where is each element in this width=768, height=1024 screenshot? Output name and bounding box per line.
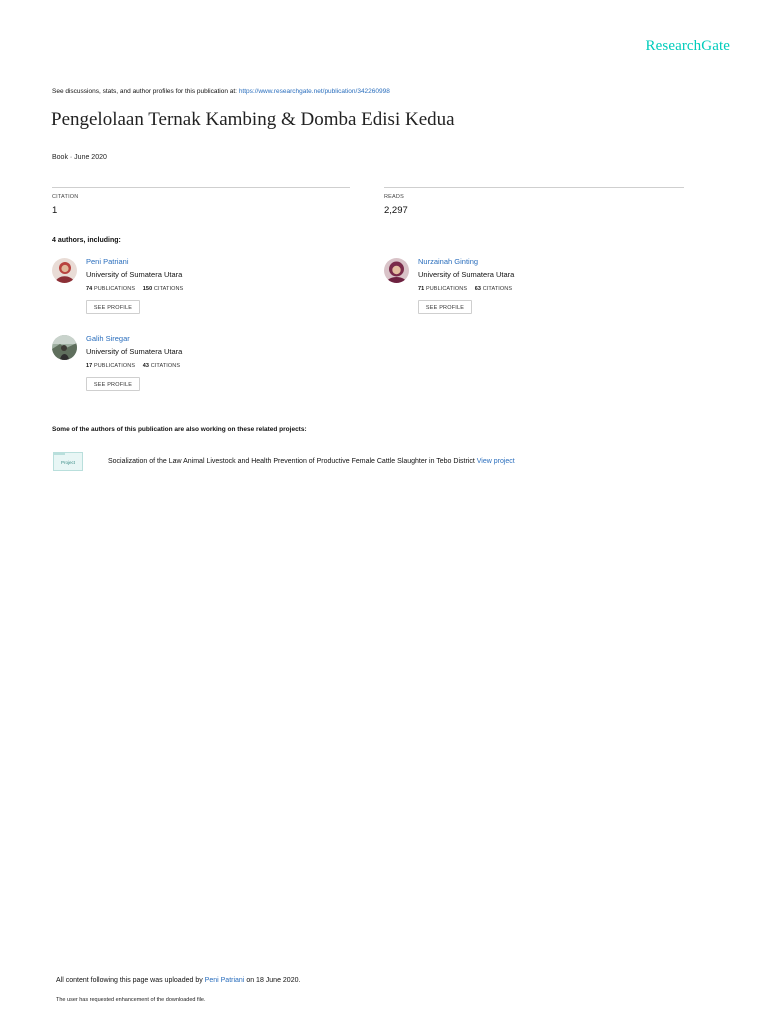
citation-value: 1 — [52, 205, 58, 216]
citations-count: 43 — [142, 363, 150, 369]
uploader-link[interactable]: Peni Patriani — [204, 977, 245, 984]
view-project-link[interactable]: View project — [476, 458, 515, 465]
citations-count: 150 — [142, 286, 153, 292]
enhancement-note: The user has requested enhancement of the downloaded file. — [56, 997, 206, 1003]
project-badge-label: Project — [60, 460, 75, 465]
citations-label: CITATIONS — [150, 363, 181, 369]
publications-label: PUBLICATIONS — [93, 286, 136, 292]
author-card — [384, 258, 684, 328]
upload-notice — [56, 977, 300, 984]
see-profile-button[interactable]: SEE PROFILE — [86, 377, 140, 391]
publications-count: 17 — [86, 363, 93, 369]
publication-link[interactable]: https://www.researchgate.net/publication/342260998 — [238, 88, 390, 95]
discussion-line — [52, 88, 390, 95]
publication-title: Pengelolaan Ternak Kambing & Domba Edisi Kedua — [51, 109, 455, 130]
publication-type-date: Book · June 2020 — [52, 154, 107, 161]
project-item — [108, 458, 515, 465]
author-name[interactable]: Galih Siregar — [86, 334, 130, 343]
citations-label: CITATIONS — [482, 286, 513, 292]
upload-suffix: on 18 June 2020. — [246, 977, 301, 984]
author-stats — [418, 286, 512, 292]
authors-section-label: 4 authors, including: — [52, 237, 121, 244]
citations-label: CITATIONS — [153, 286, 184, 292]
publications-label: PUBLICATIONS — [93, 363, 136, 369]
citation-label: CITATION — [52, 194, 79, 200]
author-name[interactable]: Peni Patriani — [86, 257, 129, 266]
author-institution: University of Sumatera Utara — [86, 270, 183, 279]
reads-value: 2,297 — [384, 205, 408, 216]
publications-label: PUBLICATIONS — [425, 286, 468, 292]
author-card — [52, 335, 352, 405]
discussion-text: See discussions, stats, and author profiles for this publication at: — [52, 88, 237, 95]
projects-section-label: Some of the authors of this publication are also working on these related projects: — [52, 426, 307, 433]
researchgate-logo[interactable]: ResearchGate — [645, 38, 730, 54]
citation-divider — [52, 187, 350, 188]
upload-prefix: All content following this page was uploaded by — [56, 977, 203, 984]
author-avatar[interactable] — [52, 335, 77, 360]
see-profile-button[interactable]: SEE PROFILE — [418, 300, 472, 314]
citations-count: 63 — [474, 286, 482, 292]
see-profile-button[interactable]: SEE PROFILE — [86, 300, 140, 314]
author-avatar[interactable] — [384, 258, 409, 283]
author-institution: University of Sumatera Utara — [86, 347, 183, 356]
author-card — [52, 258, 352, 328]
author-avatar[interactable] — [52, 258, 77, 283]
publications-count: 74 — [86, 286, 93, 292]
reads-divider — [384, 187, 684, 188]
publications-count: 71 — [418, 286, 425, 292]
author-institution: University of Sumatera Utara — [418, 270, 515, 279]
project-folder-icon — [53, 452, 83, 471]
author-stats — [86, 286, 183, 292]
project-title: Socialization of the Law Animal Livestock and Health Prevention of Productive Female Cattle Slaughter in Tebo District — [108, 458, 475, 465]
author-stats — [86, 363, 180, 369]
reads-label: READS — [384, 194, 404, 200]
author-name[interactable]: Nurzainah Ginting — [418, 257, 479, 266]
